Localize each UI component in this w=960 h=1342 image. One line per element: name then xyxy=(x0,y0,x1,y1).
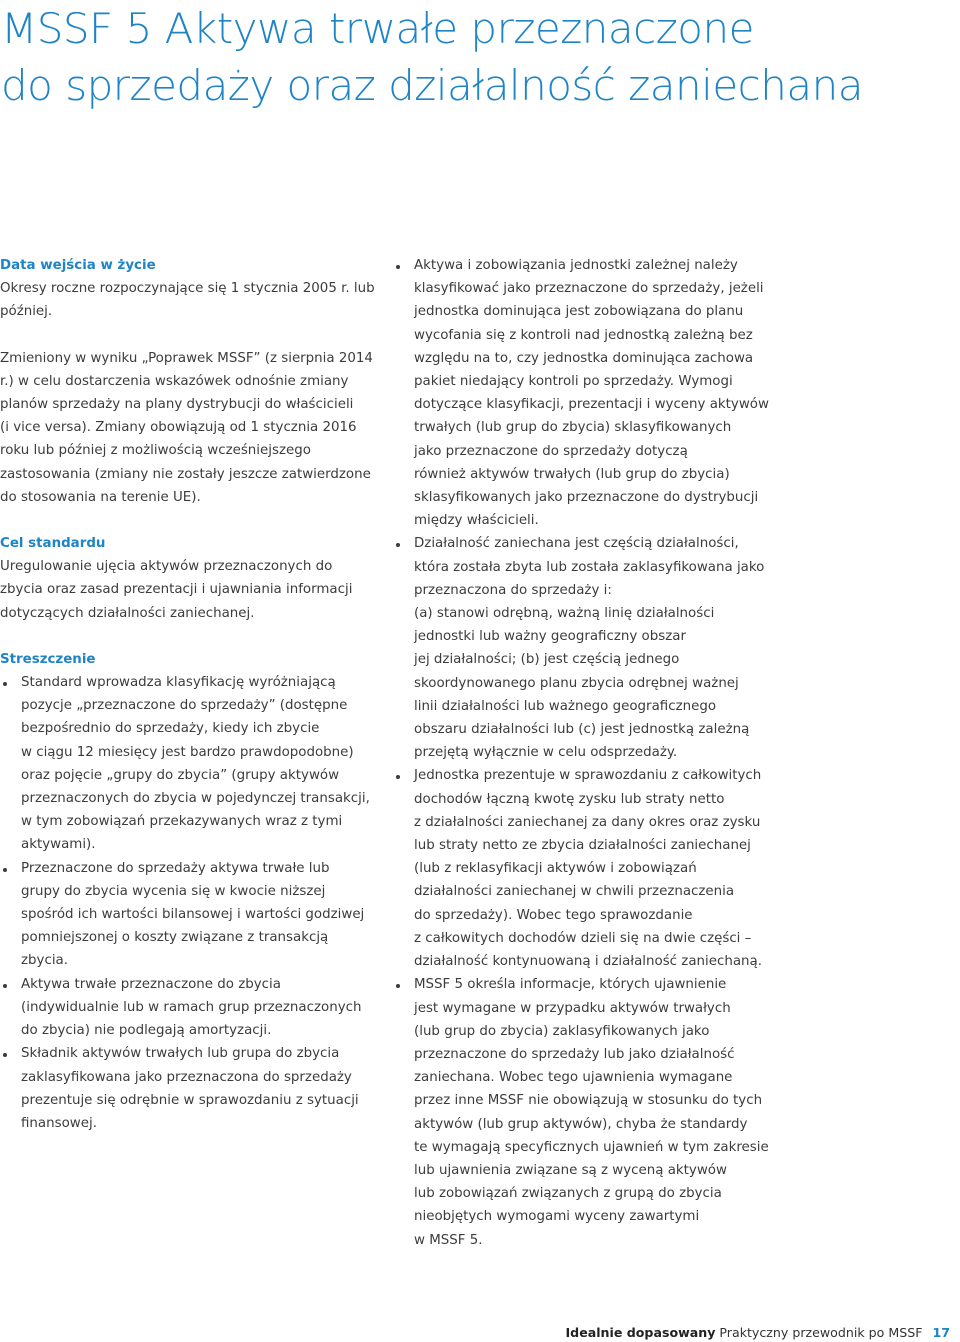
text-line: sklasyfikowanych jako przeznaczone do dystrybucji xyxy=(414,490,759,506)
text-line: zastosowania (zmiany nie zostały jeszcze zatwierdzone xyxy=(0,466,371,482)
text-line: z całkowitych dochodów dzieli się na dwie części – xyxy=(414,930,752,946)
text-line: przejętą wyłącznie w celu odsprzedaży. xyxy=(414,745,678,761)
text-line: bezpośrednio do sprzedaży, kiedy ich zbycie xyxy=(21,721,320,737)
text-line: Składnik aktywów trwałych lub grupa do zbycia xyxy=(21,1046,340,1062)
footer-publication-name: Idealnie dopasowany xyxy=(565,1325,716,1340)
text-line: przeznaczonych do zbycia w pojedynczej transakcji, xyxy=(21,791,370,807)
text-line: skoordynowanego planu zbycia odrębnej ważnej xyxy=(414,675,739,691)
text-line: jednostka dominująca jest zobowiązana do planu xyxy=(414,304,744,320)
text-line: do zbycia) nie podlegają amortyzacji. xyxy=(21,1023,272,1039)
page-title-line-2: do sprzedaży oraz działalność zaniechana xyxy=(1,61,863,110)
text-line: przez inne MSSF nie obowiązują w stosunku do tych xyxy=(414,1093,763,1109)
text-line: która została zbyta lub została zaklasyfikowana jako xyxy=(414,559,765,575)
effective-date-heading: Data wejścia w życie xyxy=(0,258,156,273)
list-item xyxy=(0,671,372,857)
list-item xyxy=(0,973,372,1043)
text-line: do stosowania na terenie UE). xyxy=(0,489,201,505)
summary-list xyxy=(0,671,372,1135)
list-item xyxy=(393,973,769,1251)
page-footer xyxy=(566,1324,951,1342)
text-line: względu na to, czy jednostka dominująca zachowa xyxy=(414,350,754,366)
bullet-icon xyxy=(3,984,7,988)
list-item xyxy=(393,532,765,764)
text-line: te wymagają specyficznych ujawnień w tym zakresie xyxy=(414,1139,769,1155)
text-line: prezentuje się odrębnie w sprawozdaniu z sytuacji xyxy=(21,1092,359,1108)
text-line: lub straty netto ze zbycia działalności zaniechanej xyxy=(414,838,751,854)
text-line: Działalność zaniechana jest częścią działalności, xyxy=(414,536,739,552)
list-item xyxy=(393,254,769,532)
text-line: Jednostka prezentuje w sprawozdaniu z całkowitych xyxy=(414,768,762,784)
text-line: planów sprzedaży na plany dystrybucji do właścicieli xyxy=(0,397,354,413)
text-line: obszaru działalności lub (c) jest jednostką zależną xyxy=(414,722,750,738)
footer-subtitle: Praktyczny przewodnik po MSSF xyxy=(719,1325,923,1340)
text-line: (lub z reklasyfikacji aktywów i zobowiązań xyxy=(414,861,697,877)
text-line: w ciągu 12 miesięcy jest bardzo prawdopodobne) xyxy=(21,744,354,760)
text-line: Standard wprowadza klasyfikację wyróżniającą xyxy=(21,675,336,691)
text-line: lub ujawnienia związane są z wyceną aktywów xyxy=(414,1162,727,1178)
text-line: (a) stanowi odrębną, ważną linię działalności xyxy=(414,606,715,622)
text-line: między właścicieli. xyxy=(414,513,539,529)
text-line: linii działalności lub ważnego geograficznego xyxy=(414,698,717,714)
list-item xyxy=(0,1042,372,1135)
text-line: zaniechana. Wobec tego ujawnienia wymagane xyxy=(414,1070,733,1086)
text-line: Zmieniony w wyniku „Poprawek MSSF” (z sierpnia 2014 xyxy=(0,350,373,366)
text-line: zaklasyfikowana jako przeznaczona do sprzedaży xyxy=(21,1069,352,1085)
objective-text xyxy=(0,555,372,625)
text-line: później. xyxy=(0,304,53,320)
text-line: działalności zaniechanej w chwili przeznaczenia xyxy=(414,884,735,900)
list-item xyxy=(393,764,765,973)
text-line: pakiet niedający kontroli po sprzedaży. Wymogi xyxy=(414,374,733,390)
text-line: MSSF 5 określa informacje, których ujawnienie xyxy=(414,977,727,993)
text-line: dochodów łączną kwotę zysku lub straty netto xyxy=(414,791,725,807)
text-line: Aktywa trwałe przeznaczone do zbycia xyxy=(21,976,281,992)
amendment-text xyxy=(0,347,372,509)
text-line: do sprzedaży). Wobec tego sprawozdanie xyxy=(414,907,693,923)
text-line: w tym zobowiązań przekazywanych wraz z tymi xyxy=(21,814,343,830)
text-line: przeznaczona do sprzedaży i: xyxy=(414,582,612,598)
bullet-icon xyxy=(396,543,400,547)
text-line: trwałych (lub grup do zbycia) sklasyfikowanych xyxy=(414,420,732,436)
text-line: klasyfikować jako przeznaczone do sprzedaży, jeżeli xyxy=(414,281,764,297)
page-number: 17 xyxy=(932,1325,950,1340)
effective-date-text xyxy=(0,277,375,323)
objective-heading: Cel standardu xyxy=(0,536,106,552)
right-column xyxy=(393,254,769,1252)
text-line: zbycia oraz zasad prezentacji i ujawniania informacji xyxy=(0,582,353,598)
text-line: roku lub później z możliwością wcześniejszego xyxy=(0,443,311,459)
text-line: pomniejszonej o koszty związane z transakcją xyxy=(21,930,329,946)
summary-list-continued xyxy=(393,254,769,1252)
bullet-icon xyxy=(396,775,400,779)
bullet-icon xyxy=(3,682,7,686)
text-line: z działalności zaniechanej za dany okres oraz zysku xyxy=(414,814,761,830)
text-line: w MSSF 5. xyxy=(414,1232,483,1248)
text-line: jej działalności; (b) jest częścią jednego xyxy=(414,652,680,668)
text-line: (i vice versa). Zmiany obowiązują od 1 stycznia 2016 xyxy=(0,420,357,436)
bullet-icon xyxy=(396,265,400,269)
page-title xyxy=(1,0,951,114)
text-line: aktywami). xyxy=(21,837,96,853)
text-line: grupy do zbycia wycenia się w kwocie niższej xyxy=(21,883,326,899)
text-line: Aktywa i zobowiązania jednostki zależnej należy xyxy=(414,258,738,273)
bullet-icon xyxy=(3,1053,7,1057)
bullet-icon xyxy=(3,868,7,872)
text-line: Uregulowanie ujęcia aktywów przeznaczonych do xyxy=(0,559,333,575)
bullet-icon xyxy=(396,984,400,988)
text-line: pozycje „przeznaczone do sprzedaży” (dostępne xyxy=(21,698,348,714)
text-line: (lub grup do zbycia) zaklasyfikowanych jako xyxy=(414,1023,710,1039)
text-line: zbycia. xyxy=(21,953,68,969)
text-line: jednostki lub ważny geograficzny obszar xyxy=(414,629,686,645)
text-line: r.) w celu dostarczenia wskazówek odnośnie zmiany xyxy=(0,373,349,389)
text-line: dotyczące klasyfikacji, prezentacji i wyceny aktywów xyxy=(414,397,769,413)
text-line: Przeznaczone do sprzedaży aktywa trwałe lub xyxy=(21,860,330,876)
list-item xyxy=(0,857,372,973)
text-line: lub zobowiązań związanych z grupą do zbycia xyxy=(414,1186,722,1202)
text-line: spośród ich wartości bilansowej i wartości godziwej xyxy=(21,907,365,923)
page-title-line-1: MSSF 5 Aktywa trwałe przeznaczone xyxy=(1,4,754,53)
text-line: Okresy roczne rozpoczynające się 1 stycznia 2005 r. lub xyxy=(0,281,375,297)
left-column xyxy=(0,254,375,1135)
text-line: oraz pojęcie „grupy do zbycia” (grupy aktywów xyxy=(21,767,340,783)
summary-heading: Streszczenie xyxy=(0,651,96,667)
text-line: aktywów (lub grup aktywów), chyba że standardy xyxy=(414,1116,748,1132)
text-line: wycofania się z kontroli nad jednostką zależną bez xyxy=(414,327,753,343)
text-line: działalność kontynuowaną i działalność zaniechaną. xyxy=(414,954,762,970)
text-line: dotyczących działalności zaniechanej. xyxy=(0,605,255,621)
text-line: jest wymagane w przypadku aktywów trwałych xyxy=(414,1000,731,1016)
text-line: jako przeznaczone do sprzedaży dotyczą xyxy=(414,443,688,459)
text-line: również aktywów trwałych (lub grup do zbycia) xyxy=(414,466,730,482)
text-line: (indywidualnie lub w ramach grup przeznaczonych xyxy=(21,999,362,1015)
text-line: przeznaczone do sprzedaży lub jako działalność xyxy=(414,1046,735,1062)
text-line: finansowej. xyxy=(21,1115,97,1131)
text-line: nieobjętych wymogami wyceny zawartymi xyxy=(414,1209,700,1225)
